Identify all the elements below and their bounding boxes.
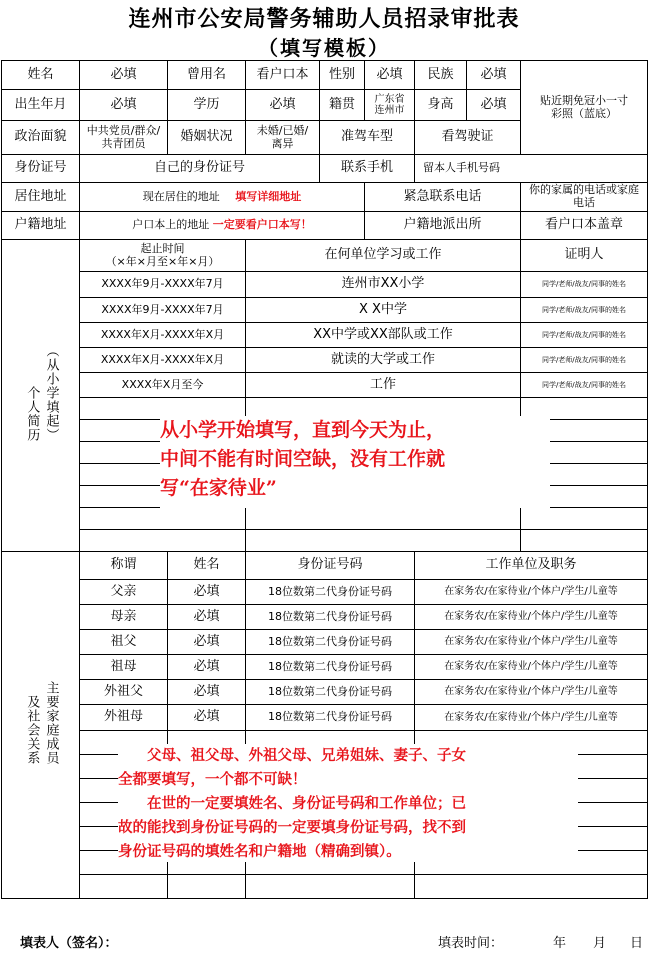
resume-place-empty[interactable]	[246, 508, 521, 530]
table-row	[2, 630, 648, 655]
resume-place-empty[interactable]	[246, 530, 521, 552]
family-col-name: 姓名	[168, 552, 246, 580]
native-label: 籍贯	[320, 90, 365, 121]
family-id[interactable]: 18位数第二代身份证号码	[246, 655, 415, 680]
former-name-value[interactable]: 看户口本	[246, 61, 320, 90]
hukou-text: 户口本上的地址	[132, 218, 210, 232]
note-line: 父母、祖父母、外祖父母、兄弟姐妹、妻子、子女	[118, 747, 466, 764]
marital-label: 婚姻状况	[168, 121, 246, 155]
family-id[interactable]: 18位数第二代身份证号码	[246, 680, 415, 705]
family-relation: 祖父	[80, 630, 168, 655]
note-line: 从小学开始填写，直到今天为止，	[160, 419, 446, 441]
page-subtitle: （填写模板）	[258, 36, 390, 60]
resume-witness[interactable]: 同学/老师/战友/同事的姓名	[521, 272, 648, 298]
family-label-sub: 及社会关系	[24, 694, 40, 765]
family-name[interactable]: 必填	[168, 655, 246, 680]
police-value[interactable]: 看户口本盖章	[521, 212, 648, 240]
date-month-label: 月	[593, 936, 607, 951]
family-work[interactable]: 在家务农/在家待业/个体户/学生/儿童等	[415, 680, 648, 705]
edu-value[interactable]: 必填	[246, 90, 320, 121]
family-work-empty[interactable]	[415, 875, 648, 899]
resume-place[interactable]: 工作	[246, 373, 521, 398]
resume-place[interactable]: 连州市XX小学	[246, 272, 521, 298]
phone-label: 联系手机	[320, 155, 415, 183]
height-label: 身高	[415, 90, 467, 121]
family-label-main: 主要家庭成员	[43, 680, 59, 765]
id-value[interactable]: 自己的身份证号	[80, 155, 320, 183]
table-row	[2, 508, 648, 530]
resume-col-witness: 证明人	[521, 240, 648, 272]
family-relation: 母亲	[80, 605, 168, 630]
resume-label-sub: （从小学填起）	[43, 344, 59, 443]
resume-instruction-note	[160, 416, 550, 508]
edu-label: 学历	[168, 90, 246, 121]
table-row	[2, 530, 648, 552]
family-side-label	[2, 552, 80, 899]
birth-label: 出生年月	[2, 90, 80, 121]
resume-time[interactable]: XXXX年9月-XXXX年7月	[80, 272, 246, 298]
family-name[interactable]: 必填	[168, 580, 246, 605]
emergency-text: 你的家属的电话或家庭电话	[529, 183, 639, 209]
fill-date-label: 填表时间：	[438, 936, 504, 951]
family-relation: 祖母	[80, 655, 168, 680]
note-line: 故的能找到身份证号码的一定要填身份证号码，找不到	[118, 819, 466, 836]
table-row	[2, 348, 648, 373]
resume-time[interactable]: XXXX年X月-XXXX年X月	[80, 323, 246, 348]
table-row	[2, 605, 648, 630]
resume-time[interactable]: XXXX年X月-XXXX年X月	[80, 348, 246, 373]
resume-witness-empty[interactable]	[521, 530, 648, 552]
family-name[interactable]: 必填	[168, 705, 246, 731]
resume-time[interactable]: XXXX年X月至今	[80, 373, 246, 398]
ethnic-value[interactable]: 必填	[467, 61, 521, 90]
table-row	[2, 680, 648, 705]
note-line: 在世的一定要填姓名、身份证号码和工作单位；已	[118, 795, 466, 812]
table-row	[2, 655, 648, 680]
family-col-relation: 称谓	[80, 552, 168, 580]
family-relation: 外祖母	[80, 705, 168, 731]
hukou-note: 一定要看户口本写！	[212, 218, 312, 232]
resume-col-time	[80, 240, 246, 272]
photo-instructions: 贴近期免冠小一寸彩照（蓝底）	[540, 93, 628, 120]
gender-label: 性别	[320, 61, 365, 90]
native-value[interactable]	[365, 90, 415, 121]
political-text: 中共党员/群众/共青团员	[86, 123, 161, 150]
family-work[interactable]: 在家务农/在家待业/个体户/学生/儿童等	[415, 655, 648, 680]
hukou-label: 户籍地址	[2, 212, 80, 240]
table-row	[2, 580, 648, 605]
family-work[interactable]: 在家务农/在家待业/个体户/学生/儿童等	[415, 705, 648, 731]
family-work[interactable]: 在家务农/在家待业/个体户/学生/儿童等	[415, 605, 648, 630]
name-label: 姓名	[2, 61, 80, 90]
family-name-empty[interactable]	[168, 875, 246, 899]
family-instruction-note	[118, 744, 578, 862]
resume-col-time-title: 起止时间	[140, 241, 185, 255]
address-value[interactable]	[80, 183, 365, 212]
emergency-value[interactable]	[521, 183, 648, 212]
resume-time[interactable]: XXXX年9月-XXXX年7月	[80, 298, 246, 323]
table-row	[2, 272, 648, 298]
page-title: 连州市公安局警务辅助人员招录审批表	[128, 6, 520, 32]
table-row	[2, 705, 648, 731]
resume-witness[interactable]: 同学/老师/战友/同事的姓名	[521, 373, 648, 398]
note-line: 写“在家待业”	[160, 477, 277, 499]
family-id-empty[interactable]	[246, 875, 415, 899]
family-work[interactable]: 在家务农/在家待业/个体户/学生/儿童等	[415, 580, 648, 605]
marital-text: 未婚/已婚/离异	[256, 123, 309, 150]
filler-signature-label: 填表人（签名）：	[20, 936, 118, 951]
family-name[interactable]: 必填	[168, 680, 246, 705]
resume-col-place: 在何单位学习或工作	[246, 240, 521, 272]
date-year-label: 年	[553, 936, 567, 951]
resume-place[interactable]: X X中学	[246, 298, 521, 323]
address-text: 现在居住的地址	[142, 189, 220, 203]
emergency-label: 紧急联系电话	[365, 183, 521, 212]
resume-time-empty[interactable]	[80, 530, 246, 552]
id-label: 身份证号	[2, 155, 80, 183]
resume-witness[interactable]: 同学/老师/战友/同事的姓名	[521, 348, 648, 373]
height-value[interactable]: 必填	[467, 90, 521, 121]
resume-place[interactable]: XX中学或XX部队或工作	[246, 323, 521, 348]
family-id[interactable]: 18位数第二代身份证号码	[246, 605, 415, 630]
license-type-label: 准驾车型	[320, 121, 415, 155]
former-name-label: 曾用名	[168, 61, 246, 90]
hukou-value[interactable]	[80, 212, 365, 240]
address-label: 居住地址	[2, 183, 80, 212]
birth-value[interactable]: 必填	[80, 90, 168, 121]
table-row	[2, 298, 648, 323]
family-work[interactable]: 在家务农/在家待业/个体户/学生/儿童等	[415, 630, 648, 655]
photo-box[interactable]	[521, 61, 648, 155]
family-relation: 父亲	[80, 580, 168, 605]
license-value[interactable]: 看驾驶证	[415, 121, 521, 155]
phone-value[interactable]: 留本人手机号码	[415, 155, 648, 183]
table-row	[2, 373, 648, 398]
family-relation: 外祖父	[80, 680, 168, 705]
resume-side-label	[2, 240, 80, 552]
note-line: 中间不能有时间空缺，没有工作就	[160, 448, 446, 470]
family-col-work: 工作单位及职务	[415, 552, 648, 580]
resume-label-main: 个人简历	[24, 386, 40, 443]
table-row	[2, 875, 648, 899]
note-line: 身份证号码的填姓名和户籍地（精确到镇）。	[118, 843, 401, 860]
family-relation-empty[interactable]	[80, 875, 168, 899]
native-text: 广东省连州市	[374, 93, 405, 116]
family-name[interactable]: 必填	[168, 605, 246, 630]
address-note: 填写详细地址	[235, 189, 302, 203]
political-label: 政治面貌	[2, 121, 80, 155]
police-label: 户籍地派出所	[365, 212, 521, 240]
resume-time-empty[interactable]	[80, 508, 246, 530]
table-row	[2, 323, 648, 348]
family-id[interactable]: 18位数第二代身份证号码	[246, 580, 415, 605]
family-name[interactable]: 必填	[168, 630, 246, 655]
family-id[interactable]: 18位数第二代身份证号码	[246, 630, 415, 655]
date-day-label: 日	[630, 936, 644, 951]
political-value[interactable]	[80, 121, 168, 155]
resume-witness[interactable]: 同学/老师/战友/同事的姓名	[521, 323, 648, 348]
resume-col-time-sub: （×年×月至×年×月）	[105, 254, 220, 268]
resume-place[interactable]: 就读的大学或工作	[246, 348, 521, 373]
note-line: 全都要填写，一个都不可缺！	[118, 771, 307, 788]
ethnic-label: 民族	[415, 61, 467, 90]
name-value[interactable]: 必填	[80, 61, 168, 90]
marital-value[interactable]	[246, 121, 320, 155]
family-id[interactable]: 18位数第二代身份证号码	[246, 705, 415, 731]
resume-witness[interactable]: 同学/老师/战友/同事的姓名	[521, 298, 648, 323]
gender-value[interactable]: 必填	[365, 61, 415, 90]
resume-witness-empty[interactable]	[521, 508, 648, 530]
family-col-id: 身份证号码	[246, 552, 415, 580]
